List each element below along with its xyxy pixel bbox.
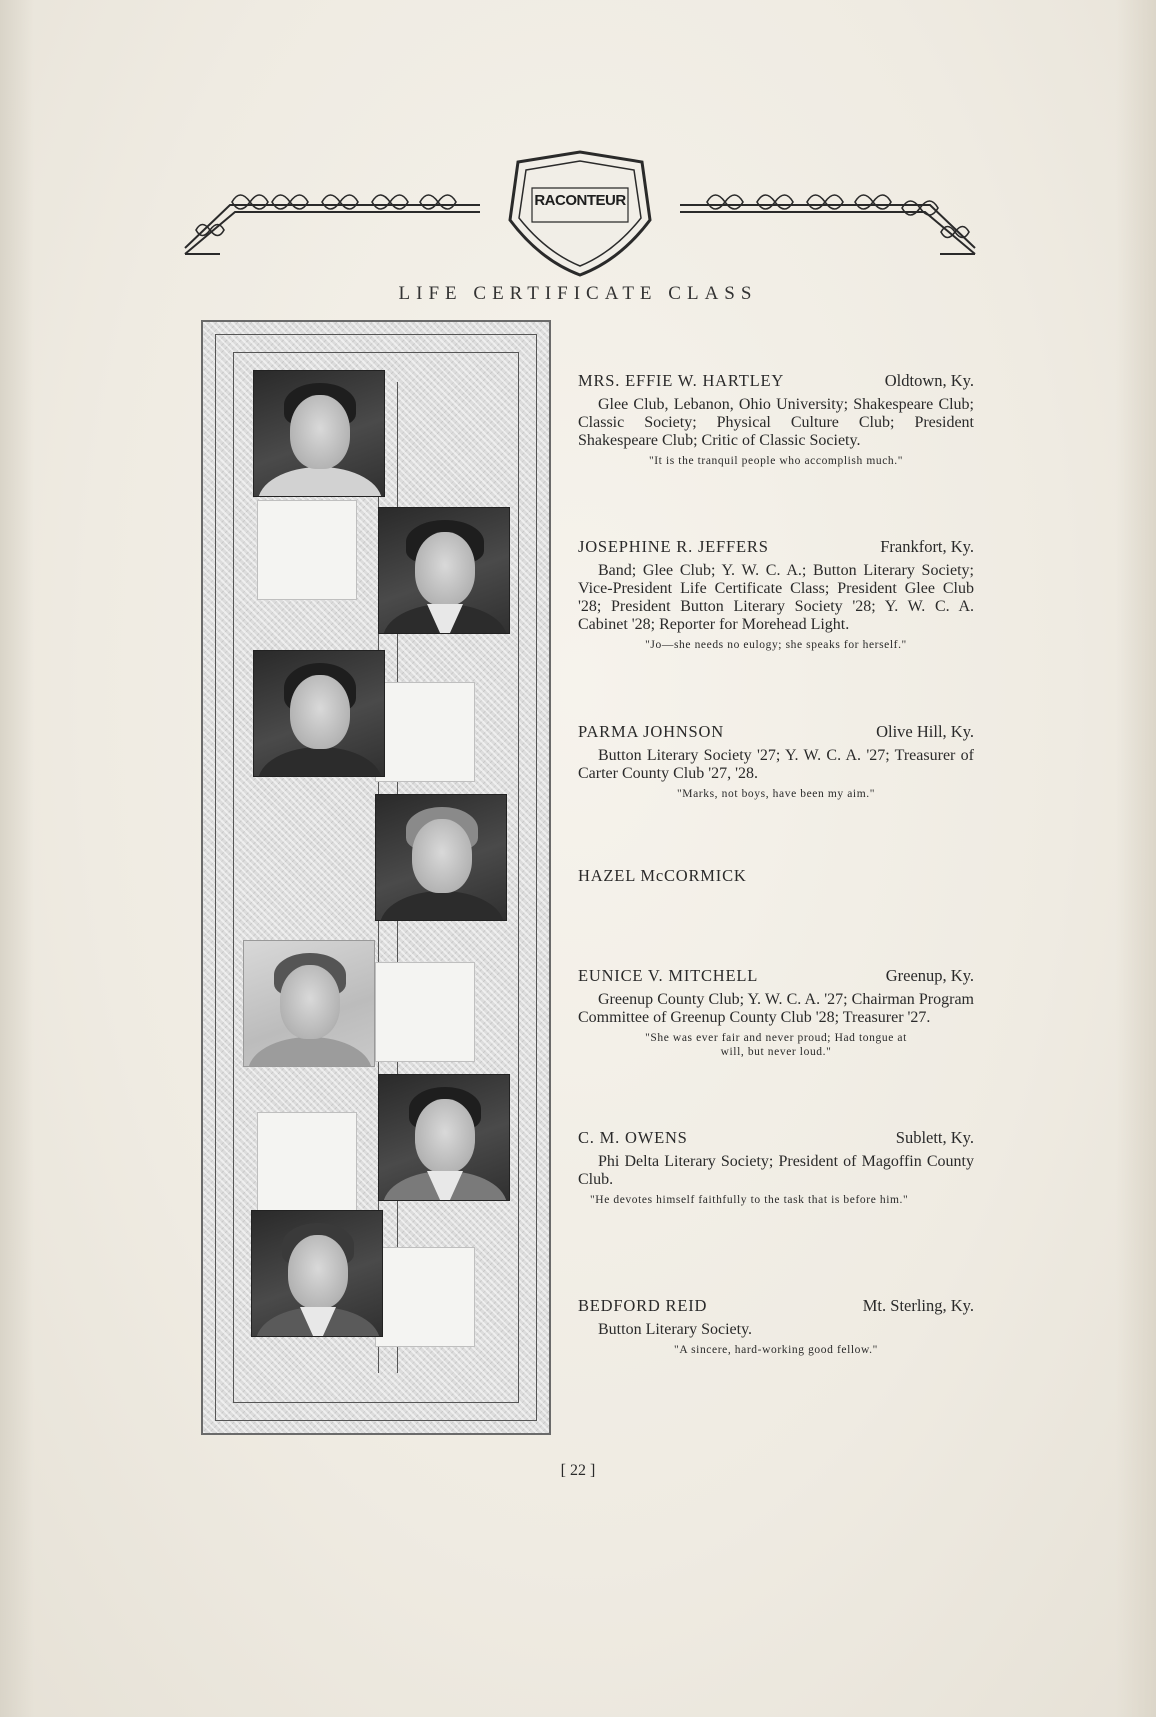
student-quote: "He devotes himself faithfully to the task that is before him." [590, 1194, 909, 1206]
blank-panel [257, 500, 357, 600]
portrait-photo-mitchell [243, 940, 375, 1067]
shield-emblem [510, 152, 650, 275]
student-hometown: Mt. Sterling, Ky. [862, 1296, 974, 1315]
student-name: PARMA JOHNSON [578, 722, 724, 741]
student-quote: "Jo—she needs no eulogy; she speaks for herself." [645, 639, 907, 651]
student-entry-reid [578, 1297, 974, 1357]
student-activities: Button Literary Society. [598, 1321, 753, 1338]
blank-panel [257, 1112, 357, 1212]
student-entry-hartley [578, 372, 974, 468]
student-quote: "Marks, not boys, have been my aim." [676, 788, 876, 800]
chain-links-left [196, 195, 456, 236]
student-entry-mitchell [578, 967, 974, 1059]
raconteur-header-ornament [180, 150, 980, 280]
student-hometown: Sublett, Ky. [895, 1128, 974, 1147]
student-entry-mccormick [578, 867, 974, 889]
student-activities: Band; Glee Club; Y. W. C. A.; Button Literary Society; Vice-President Life Certificate Class; President Glee Club '28; President Button Literary Society '28; Y. W. C. A. Cabinet '28; Reporter for Morehead Light. [578, 562, 974, 633]
student-entry-jeffers [578, 538, 974, 652]
student-entry-johnson [578, 723, 974, 801]
student-hometown: Frankfort, Ky. [880, 537, 974, 556]
page-number: [ 22 ] [560, 1462, 596, 1479]
photo-panel [201, 320, 551, 1435]
blank-panel [375, 682, 475, 782]
student-activities: Greenup County Club; Y. W. C. A. '27; Chairman Program Committee of Greenup County Club '28; Treasurer '27. [578, 991, 974, 1026]
student-hometown: Greenup, Ky. [885, 966, 974, 985]
portrait-photo-owens [378, 1074, 510, 1201]
student-activities: Phi Delta Literary Society; President of Magoffin County Club. [578, 1153, 974, 1188]
portrait-photo-johnson [253, 650, 385, 777]
blank-panel [375, 962, 475, 1062]
student-hometown: Oldtown, Ky. [884, 371, 974, 390]
student-entry-owens [578, 1129, 974, 1207]
page-edge-shadow-left [0, 0, 34, 1717]
student-name: JOSEPHINE R. JEFFERS [578, 537, 769, 556]
shield-logo-text: RACONTEUR [534, 192, 626, 209]
student-quote: "She was ever fair and never proud; Had tongue at will, but never loud." [645, 1032, 907, 1058]
portrait-photo-jeffers [378, 507, 510, 634]
blank-panel [375, 1247, 475, 1347]
page-edge-shadow-right [1116, 0, 1156, 1717]
portrait-photo-mccormick [375, 794, 507, 921]
student-hometown: Olive Hill, Ky. [876, 722, 974, 741]
student-name: C. M. OWENS [578, 1128, 688, 1147]
student-activities: Button Literary Society '27; Y. W. C. A. '27; Treasurer of Carter County Club '27, '28. [578, 747, 974, 782]
student-quote: "It is the tranquil people who accomplish much." [648, 455, 904, 467]
section-title: LIFE CERTIFICATE CLASS [398, 283, 758, 304]
portrait-photo-reid [251, 1210, 383, 1337]
portrait-photo-hartley [253, 370, 385, 497]
student-quote: "A sincere, hard-working good fellow." [674, 1344, 878, 1356]
student-name: MRS. EFFIE W. HARTLEY [578, 371, 785, 390]
student-activities: Glee Club, Lebanon, Ohio University; Shakespeare Club; Classic Society; Physical Culture Club; President Shakespeare Club; Critic of Classic Society. [578, 396, 974, 449]
student-name: EUNICE V. MITCHELL [578, 966, 759, 985]
student-name: BEDFORD REID [578, 1296, 708, 1315]
student-name: HAZEL McCORMICK [578, 866, 747, 885]
